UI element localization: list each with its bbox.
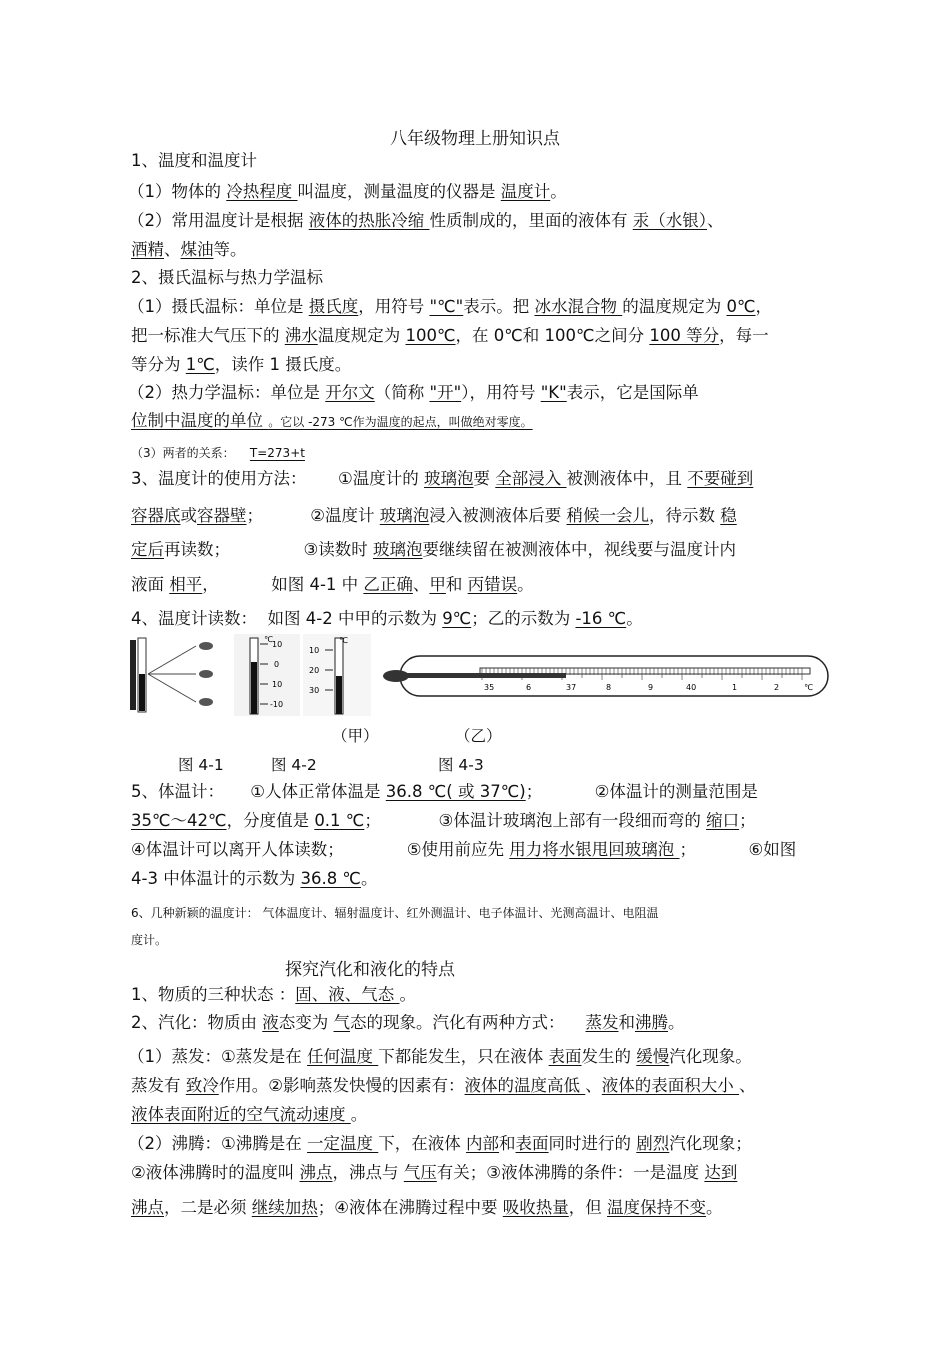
page-title: 八年级物理上册知识点 [390,129,560,149]
svg-text:8: 8 [606,683,612,692]
p2-line-1: 1、物质的三种状态 ：固、液、气态 。 [131,985,416,1004]
p2-line-3: （1）蒸发：①蒸发是在 任何温度 下都能发生，只在液体 表面发生的 缓慢汽化现象。 [128,1047,752,1066]
s5-line-2: 35℃～42℃，分度值是 0.1 ℃； ③体温计玻璃泡上部有一段细而弯的 缩口； [131,811,756,830]
s3-line-3: 定后再读数； ③读数时 玻璃泡要继续留在被测液体中，视线要与温度计内 [131,540,736,559]
s2-line-4: （2）热力学温标：单位是 开尔文（简称 "开"），用符号 "K"表示，它是国际单 [128,383,699,402]
s4-line-1: 4、温度计读数： 如图 4-2 中甲的示数为 9℃；乙的示数为 -16 ℃。 [131,609,643,628]
section-title-2: 探究汽化和液化的特点 [285,960,455,980]
figure-4-2-thermometer-a [234,634,300,716]
svg-text:10: 10 [272,640,283,649]
p2-line-8: 沸点，二是必须 继续加热；④液体在沸腾过程中要 吸收热量，但 温度保持不变。 [131,1198,723,1217]
s1-line-3: 酒精、煤油等。 [131,240,247,259]
s2-line-1: （1）摄氏温标：单位是 摄氏度，用符号 "℃"表示。把 冰水混合物 的温度规定为 0℃， [128,297,772,316]
s2-line-6: （3）两者的关系： T=273+t [131,446,305,460]
p2-line-7: ②液体沸腾时的温度叫 沸点，沸点与 气压有关；③液体沸腾的条件：一是温度 达到 [131,1163,738,1182]
svg-text:℃: ℃ [339,636,348,645]
svg-text:℃: ℃ [264,635,273,644]
figure-4-2-thermometer-b [303,634,371,716]
svg-text:20: 20 [309,666,320,675]
figure-4-1-image [126,634,230,716]
s2-line-3: 等分为 1℃，读作 1 摄氏度。 [131,355,352,374]
svg-text:10: 10 [272,680,283,689]
svg-text:40: 40 [686,683,697,692]
svg-text:35: 35 [484,683,495,692]
figure-label-jia: （甲） [332,727,379,745]
p2-line-4: 蒸发有 致冷作用。②影响蒸发快慢的因素有：液体的温度高低 、液体的表面积大小 、 [131,1076,756,1095]
svg-text:30: 30 [309,686,320,695]
svg-text:9: 9 [648,683,654,692]
p2-line-6: （2）沸腾：①沸腾是在 一定温度 下，在液体 内部和表面同时进行的 剧烈汽化现象； [128,1134,752,1153]
caption-fig-4-3: 图 4-3 [438,756,484,774]
s1-line-2: （2）常用温度计是根据 液体的热胀冷缩 性质制成的，里面的液体有 汞（水银）、 [128,211,724,230]
p2-line-5: 液体表面附近的空气流动速度 。 [131,1105,368,1124]
section-2-heading: 2、摄氏温标与热力学温标 [131,268,323,287]
s6-line-2: 度计。 [131,933,168,947]
svg-text:1: 1 [732,683,738,692]
svg-text:℃: ℃ [804,683,813,692]
s2-line-5: 位制中温度的单位 。它以 -273 ℃作为温度的起点，叫做绝对零度。 [131,411,533,430]
s3-line-4: 液面 相平， 如图 4-1 中 乙正确、甲和 丙错误。 [131,575,534,594]
figure-4-3-clinical-thermometer [380,650,835,732]
svg-text:2: 2 [774,683,780,692]
caption-fig-4-2: 图 4-2 [271,756,317,774]
s3-line-1: 3、温度计的使用方法： ①温度计的 玻璃泡要 全部浸入 被测液体中，且 不要碰到 [131,469,754,488]
svg-text:10: 10 [309,646,320,655]
svg-text:0: 0 [274,660,280,669]
s1-line-1: （1）物体的 冷热程度 叫温度，测量温度的仪器是 温度计。 [128,182,567,201]
svg-text:37: 37 [566,683,577,692]
s5-line-3: ④体温计可以离开人体读数； ⑤使用前应先 用力将水银甩回玻璃泡 ； ⑥如图 [131,840,797,859]
svg-text:-10: -10 [270,700,284,709]
svg-text:6: 6 [526,683,532,692]
caption-fig-4-1: 图 4-1 [178,756,224,774]
s2-line-2: 把一标准大气压下的 沸水温度规定为 100℃，在 0℃和 100℃之间分 100 等分，每一 [131,326,769,345]
s5-line-1: 5、体温计： ①人体正常体温是 36.8 ℃( 或 37℃)； ②体温计的测量范围是 [131,782,758,801]
p2-line-2: 2、汽化：物质由 液态变为 气态的现象。汽化有两种方式： 蒸发和沸腾。 [131,1013,685,1032]
s3-line-2: 容器底或容器壁； ②温度计 玻璃泡浸入被测液体后要 稍候一会儿，待示数 稳 [131,506,737,525]
section-1-heading: 1、温度和温度计 [131,151,257,170]
figure-label-yi: （乙） [455,727,502,745]
s5-line-4: 4-3 中体温计的示数为 36.8 ℃。 [131,869,378,888]
s6-line-1: 6、几种新颖的温度计： 气体温度计、辐射温度计、红外测温计、电子体温计、光测高温计、电阻温 [131,906,659,920]
